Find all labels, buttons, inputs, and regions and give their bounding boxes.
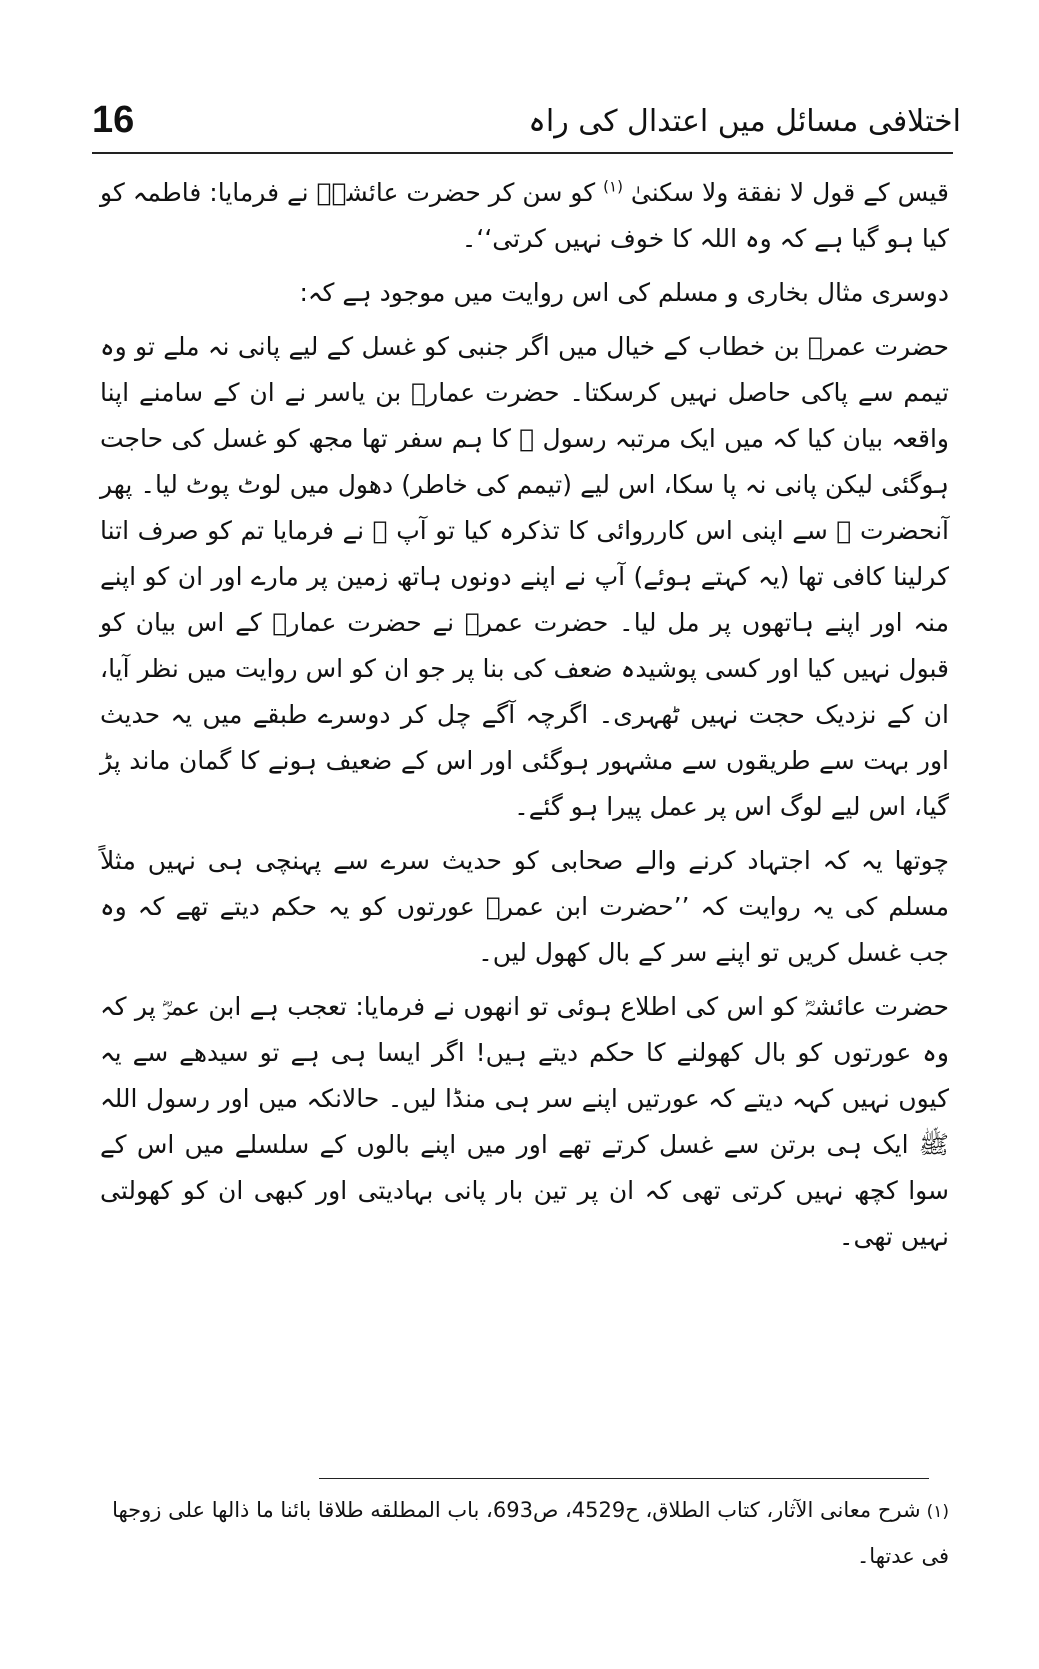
paragraph: چوتھا یہ کہ اجتہاد کرنے والے صحابی کو حدیث سرے سے پہنچی ہی نہیں مثلاً مسلم کی یہ روایت کہ ’’حضرت ابن عمرؓ عورتوں کو یہ حکم دیتے تھے کہ وہ جب غسل کریں تو اپنے سر کے بال کھول لیں۔ [100,846,949,967]
body-text [100,170,949,1268]
running-title: اختلافی مسائل میں اعتدال کی راہ [528,104,961,139]
paragraph-text: کو سن کر حضرت عائشہؓ نے فرمایا: فاطمہ کو کیا ہو گیا ہے کہ وہ اللہ کا خوف نہیں کرتی‘‘۔ [100,178,949,253]
footnote-text: شرح معانی الآثار، کتاب الطلاق، ح4529، ص693، باب المطلقه طلاقا بائنا ما ذالها علی زوجها فی عدتها۔ [112,1498,949,1568]
paragraph: حضرت عمرؓ بن خطاب کے خیال میں اگر جنبی کو غسل کے لیے پانی نہ ملے تو وہ تیمم سے پاکی حاصل نہیں کرسکتا۔ حضرت عمارؓ بن یاسر نے ان کے سامنے اپنا واقعہ بیان کیا کہ میں ایک مرتبہ رسول ﷺ کا ہم سفر تھا مجھ کو غسل کی حاجت ہوگئی لیکن پانی نہ پا سکا، اس لیے (تیمم کی خاطر) دھول میں لوٹ پوٹ لیا۔ پھر آنحضرت ﷺ سے اپنی اس کارروائی کا تذکرہ کیا تو آپ ﷺ نے فرمایا تم کو صرف اتنا کرلینا کافی تھا (یہ کہتے ہوئے) آپ نے اپنے دونوں ہاتھ زمین پر مارے اور ان کو اپنے منہ اور اپنے ہاتھوں پر مل لیا۔ حضرت عمرؓ نے حضرت عمارؓ کے اس بیان کو قبول نہیں کیا اور کسی پوشیدہ ضعف کی بنا پر جو ان کو اس روایت میں نظر آیا، ان کے نزدیک حجت نہیں ٹھہری۔ اگرچہ آگے چل کر دوسرے طبقے میں یہ حدیث اور بہت سے طریقوں سے مشہور ہوگئی اور اس کے ضعیف ہونے کا گمان ماند پڑ گیا، اس لیے لوگ اس پر عمل پیرا ہو گئے۔ [100,332,949,821]
paragraph: دوسری مثال بخاری و مسلم کی اس روایت میں موجود ہے کہ: [299,278,949,307]
paragraph: حضرت عائشہؓ کو اس کی اطلاع ہوئی تو انھوں نے فرمایا: تعجب ہے ابن عمرؓ پر کہ وہ عورتوں کو بال کھولنے کا حکم دیتے ہیں! اگر ایسا ہی ہے تو سیدھے سے یہ کیوں نہیں کہہ دیتے کہ عورتیں اپنے سر ہی منڈا لیں۔ حالانکہ میں اور رسول اللہ ﷺ ایک ہی برتن سے غسل کرتے تھے اور میں اپنے بالوں کے سلسلے میں اس کے سوا کچھ نہیں کرتی تھی کہ ان پر تین بار پانی بہادیتی اور کبھی ان کو کھولتی نہیں تھی۔ [100,992,949,1251]
footnote-marker: (۱) [926,1502,949,1522]
footnote [106,1488,949,1578]
paragraph [100,170,949,262]
header-divider [92,152,953,154]
footnote-divider [319,1478,929,1479]
page-number: 16 [92,99,135,141]
footnote-reference: (۱) [603,177,623,196]
paragraph-text: قیس کے قول لا نفقة ولا سکنیٰ [630,178,949,207]
